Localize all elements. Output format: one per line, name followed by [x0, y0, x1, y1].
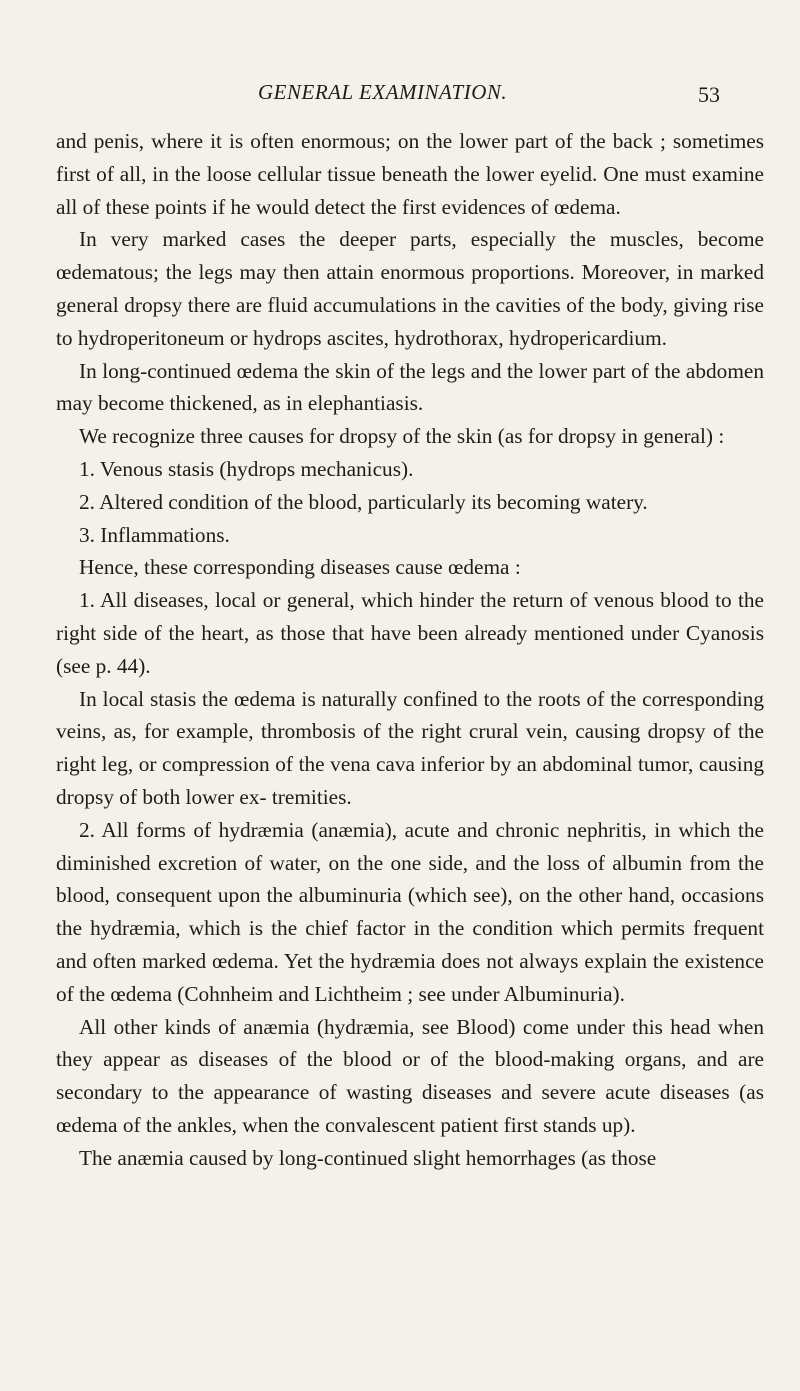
paragraph: In long-continued œdema the skin of the legs and the lower part of the abdomen may become thickened, as in elephantiasis. [56, 358, 764, 416]
list-item: 2. Altered condition of the blood, particularly its becoming watery. [79, 489, 648, 514]
paragraph-continuation: and penis, where it is often enormous; on the lower part of the back ; sometimes first of all, in the loose cellular tissue beneath the lower eyelid. One must examine all of these points if he would detect the first evidences of œdema. [56, 129, 764, 219]
running-title: GENERAL EXAMINATION. [258, 80, 508, 104]
paragraph: In very marked cases the deeper parts, especially the muscles, become œdematous; the legs may then attain enormous proportions. Moreover, in marked general dropsy there are fluid accumulations in the cavities of the body, giving rise to hydroperitoneum or hydrops ascites, hydrothorax, hydropericardium. [56, 227, 764, 350]
paragraph: 1. All diseases, local or general, which hinder the return of venous blood to the right side of the heart, as those that have been already mentioned under Cyanosis (see p. 44). [56, 588, 764, 678]
list-item: 1. Venous stasis (hydrops mechanicus). [79, 456, 414, 481]
list-item: 3. Inflammations. [79, 522, 230, 547]
paragraph: We recognize three causes for dropsy of the skin (as for dropsy in general) : [79, 424, 725, 449]
running-header [0, 80, 800, 110]
page-number: 53 [698, 82, 720, 107]
paragraph: The anæmia caused by long-continued slight hemorrhages (as those [79, 1145, 657, 1170]
paragraph: 2. All forms of hydræmia (anæmia), acute and chronic nephritis, in which the diminished excretion of water, on the one side, and the loss of albumin from the blood, consequent upon the albuminuria (which see), on the other hand, occasions the hydræmia, which is the chief factor in the condition which permits frequent and often marked œdema. Yet the hydræmia does not always explain the existence of the œdema (Cohnheim and Lichtheim ; see under Albuminuria). [56, 817, 764, 1006]
paragraph: Hence, these corresponding diseases cause œdema : [79, 555, 521, 580]
paragraph: All other kinds of anæmia (hydræmia, see Blood) come under this head when they appear as diseases of the blood or of the blood-making organs, and are secondary to the appearance of wasting diseases and severe acute diseases (as œdema of the ankles, when the convalescent patient first stands up). [56, 1014, 764, 1137]
paragraph: In local stasis the œdema is naturally confined to the roots of the corresponding veins, as, for example, thrombosis of the right crural vein, causing dropsy of the right leg, or compression of the vena cava inferior by an abdominal tumor, causing dropsy of both lower ex- tremities. [56, 686, 764, 809]
body-text [56, 125, 764, 1175]
